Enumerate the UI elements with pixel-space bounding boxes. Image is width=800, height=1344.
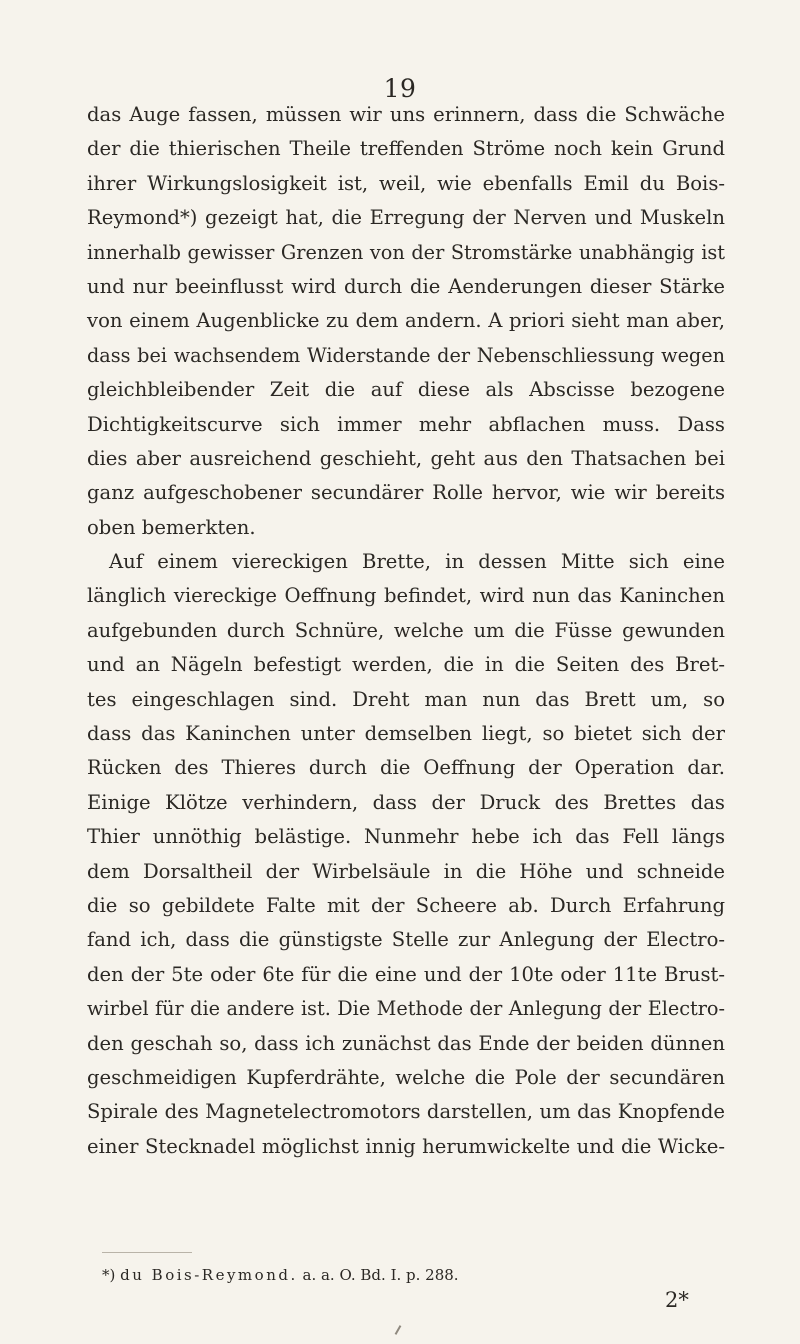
text-line: von einem Augenblicke zu dem andern. A priori sieht man aber,: [87, 309, 725, 333]
text-line: dies aber ausreichend geschieht, geht aus den Thatsachen bei: [87, 446, 725, 470]
text-line: der die thierischen Theile treffenden Ströme noch kein Grund: [87, 137, 725, 161]
text-line: länglich viereckige Oeffnung befindet, wird nun das Kaninchen: [87, 584, 725, 608]
text-line: innerhalb gewisser Grenzen von der Stromstärke unabhängig ist: [87, 240, 725, 264]
text-line: Thier unnöthig belästige. Nunmehr hebe ich das Fell längs: [87, 825, 725, 849]
text-line: Spirale des Magnetelectromotors darstellen, um das Knopfende: [87, 1100, 725, 1124]
text-line: wirbel für die andere ist. Die Methode der Anlegung der Electro-: [87, 997, 725, 1021]
text-line: aufgebunden durch Schnüre, welche um die Füsse gewunden: [87, 618, 725, 642]
stray-mark: [395, 1325, 402, 1335]
text-line: die so gebildete Falte mit der Scheere ab. Durch Erfahrung: [87, 893, 725, 917]
text-line: einer Stecknadel möglichst innig herumwickelte und die Wicke-: [87, 1134, 725, 1158]
text-line: das Auge fassen, müssen wir uns erinnern, dass die Schwäche: [87, 103, 725, 126]
text-line: den der 5te oder 6te für die eine und der 10te oder 11te Brust-: [87, 962, 725, 986]
text-line: Reymond*) gezeigt hat, die Erregung der Nerven und Muskeln: [87, 206, 725, 230]
text-line: dass das Kaninchen unter demselben liegt, so bietet sich der: [87, 722, 725, 746]
text-line: dass bei wachsendem Widerstande der Nebenschliessung wegen: [87, 343, 725, 367]
page-number: 19: [383, 74, 417, 103]
text-line: und an Nägeln befestigt werden, die in die Seiten des Bret-: [87, 653, 725, 677]
text-line: Auf einem viereckigen Brette, in dessen Mitte sich eine: [109, 550, 725, 574]
signature-mark: 2*: [665, 1288, 689, 1312]
footnote-author: du Bois-Reymond.: [120, 1266, 298, 1284]
text-line: Rücken des Thieres durch die Oeffnung der Operation dar.: [87, 756, 725, 780]
text-line: ganz aufgeschobener secundärer Rolle hervor, wie wir bereits: [87, 481, 725, 505]
text-line: und nur beeinflusst wird durch die Aenderungen dieser Stärke: [87, 274, 725, 298]
footnote-citation: a. a. O. Bd. I. p. 288.: [302, 1266, 459, 1284]
text-line: dem Dorsaltheil der Wirbelsäule in die Höhe und schneide: [87, 859, 725, 883]
text-line: ihrer Wirkungslosigkeit ist, weil, wie ebenfalls Emil du Bois-: [87, 171, 725, 195]
text-line: den geschah so, dass ich zunächst das Ende der beiden dünnen: [87, 1031, 725, 1055]
text-line: tes eingeschlagen sind. Dreht man nun das Brett um, so: [87, 687, 725, 711]
body-text: [87, 98, 725, 1164]
footnote-marker: *): [102, 1266, 116, 1284]
text-line: fand ich, dass die günstigste Stelle zur Anlegung der Electro-: [87, 928, 725, 952]
text-line: Dichtigkeitscurve sich immer mehr abflachen muss. Dass: [87, 412, 725, 436]
text-line: oben bemerkten.: [87, 515, 256, 539]
text-line: gleichbleibender Zeit die auf diese als Abscisse bezogene: [87, 378, 725, 402]
footnote: [102, 1265, 459, 1285]
text-line: geschmeidigen Kupferdrähte, welche die Pole der secundären: [87, 1065, 725, 1089]
text-line: Einige Klötze verhindern, dass der Druck des Brettes das: [87, 790, 725, 814]
footnote-rule: [102, 1252, 192, 1253]
